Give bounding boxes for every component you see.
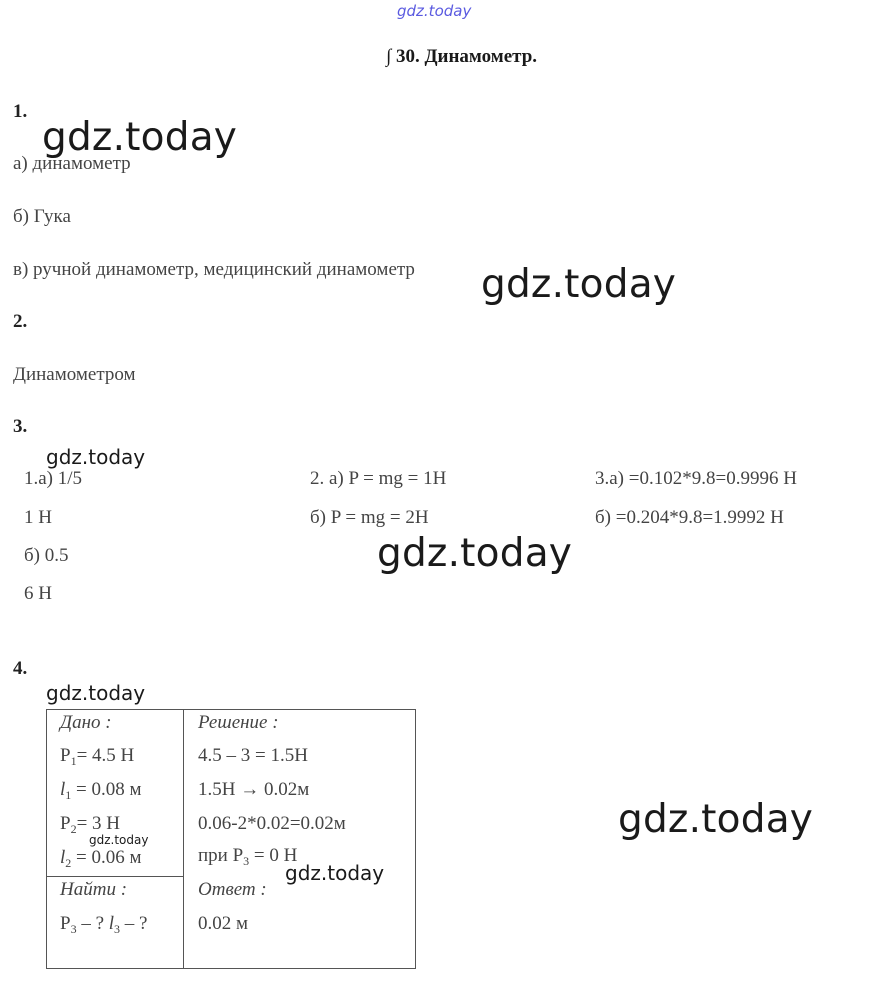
watermark: gdz.today	[285, 861, 385, 885]
answer-value: 0.02 м	[198, 913, 249, 934]
task2-number: 2.	[13, 311, 28, 332]
task3-col2-line: 2. а) P = mg = 1Н	[310, 468, 447, 489]
watermark: gdz.today	[481, 262, 677, 307]
task1-answer-a: а) динамометр	[13, 153, 131, 174]
task3-col2-line: б) P = mg = 2Н	[310, 507, 429, 528]
task3-col3-line: б) =0.204*9.8=1.9992 Н	[595, 507, 784, 528]
watermark: gdz.today	[89, 833, 149, 847]
given-l2: $l_2 = 0.06$ м	[60, 847, 142, 870]
task4-number: 4.	[13, 658, 28, 679]
task3-col1-line: 6 Н	[24, 583, 52, 604]
given-p2: $P_2= 3$ Н	[60, 813, 121, 836]
table-divider-horizontal	[46, 876, 184, 877]
solution-line: при $P_3 = 0$ Н	[198, 845, 298, 868]
watermark: gdz.today	[618, 797, 814, 842]
watermark: gdz.today	[377, 531, 573, 576]
task3-col1-line: 1 Н	[24, 507, 52, 528]
task3-col1-line: б) 0.5	[24, 545, 69, 566]
find-values: $P_3$ – ? $l_3$ – ?	[60, 913, 148, 936]
task3-col1-line: 1.а) 1/5	[24, 468, 83, 489]
solution-line: 4.5 – 3 = 1.5Н	[198, 745, 308, 766]
table-divider-vertical	[183, 709, 184, 969]
answer-header: Ответ :	[198, 879, 267, 900]
given-p1: $P_1= 4.5$ Н	[60, 745, 135, 768]
task1-answer-c: в) ручной динамометр, медицинский динамометр	[13, 259, 415, 280]
watermark: gdz.today	[46, 681, 146, 705]
task1-number: 1.	[13, 101, 28, 122]
task1-answer-b: б) Гука	[13, 206, 71, 227]
watermark: gdz.today	[46, 445, 146, 469]
solution-header: Решение :	[198, 712, 279, 733]
task3-col3-line: 3.а) =0.102*9.8=0.9996 Н	[595, 468, 797, 489]
task3-number: 3.	[13, 416, 28, 437]
solution-line: 0.06-2*0.02=0.02м	[198, 813, 346, 834]
watermark: gdz.today	[42, 115, 238, 160]
find-header: Найти :	[60, 879, 128, 900]
task2-answer: Динамометром	[13, 364, 136, 385]
page-title: ∫ 30. Динамометр.	[386, 46, 538, 67]
solution-line: 1.5Н → 0.02м	[198, 779, 310, 800]
watermark-top: gdz.today	[397, 2, 472, 20]
given-l1: $l_1 = 0.08$ м	[60, 779, 142, 802]
given-header: Дано :	[60, 712, 112, 733]
